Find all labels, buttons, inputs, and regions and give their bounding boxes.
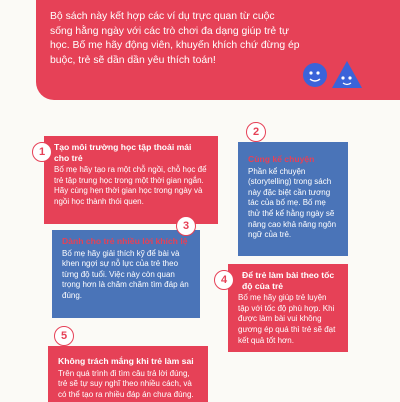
tip-title: Không trách mắng khi trẻ làm sai [58, 356, 194, 366]
tip-body: Phần kể chuyện (storytelling) trong sách này đặc biệt cần tương tác của bố mẹ. Bố mẹ thử thể kể hằng ngày sẽ nâng cao khả năng ngôn ngữ của trẻ. [248, 166, 337, 240]
tip-card-4 [228, 264, 348, 352]
tip-card-3 [52, 230, 200, 318]
tip-title: Tạo môi trường học tập thoải mái cho trẻ [54, 142, 192, 163]
tip-number-badge: 2 [246, 122, 266, 142]
tip-number-badge: 4 [214, 270, 234, 290]
tip-title: Để trẻ làm bài theo tốc độ của trẻ [242, 270, 335, 291]
triangle-mascot-icon [330, 58, 364, 92]
tip-card-5 [48, 346, 208, 402]
tip-card-2 [238, 142, 348, 256]
tip-card-1 [44, 136, 218, 224]
tip-number-badge: 5 [54, 326, 74, 346]
tip-body: Bố mẹ hãy tạo ra một chỗ ngồi, chỗ học để trẻ tập trung học trong một thời gian ngắn. Hãy cùng hẹn thời gian học trong ngày và ngồi học thành thói quen. [54, 165, 207, 206]
tip-number-badge: 1 [32, 142, 52, 162]
tip-body: Bố mẹ hãy giải thích kỹ để bài và khen ngợi sự nỗ lực của trẻ theo từng độ tuổi. Việc này còn quan trọng hơn là chăm chăm tìm đáp án đúng. [62, 248, 189, 300]
tip-body: Trên quá trình đi tìm câu trả lời đúng, trẻ sẽ tự suy nghĩ theo nhiều cách, và có thể tạo ra nhiều đáp án chưa đúng. [58, 368, 194, 399]
circle-mascot-icon [300, 60, 330, 90]
tip-number-badge: 3 [176, 216, 196, 236]
intro-text: Bộ sách này kết hợp các ví dụ trực quan từ cuộc sống hằng ngày với các trò chơi đa dạng giúp trẻ tự học. Bố mẹ hãy động viên, khuyến khích chứ đừng ép buộc, trẻ sẽ dần dần yêu thích toán! [50, 11, 300, 66]
tip-body: Bố mẹ hãy giúp trẻ luyện tập với tốc độ phù hợp. Khi được làm bài vui không gương ép quá thì trẻ sẽ đạt kết quả tốt hơn. [238, 293, 336, 345]
tip-title: Dành cho trẻ nhiều lời khích lệ [62, 236, 188, 246]
tip-title: Cùng kể chuyện [248, 154, 315, 164]
